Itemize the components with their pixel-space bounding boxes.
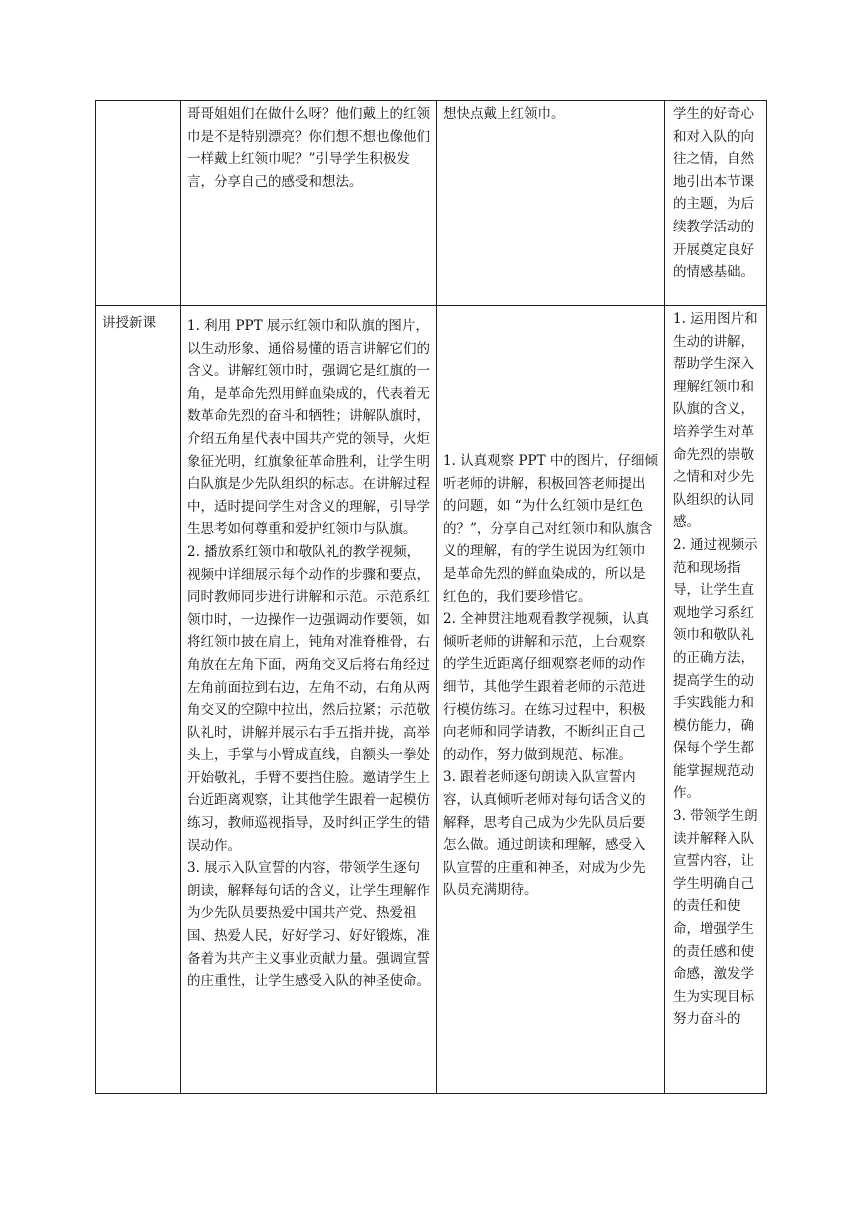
teacher-activity-cell <box>181 101 437 306</box>
teacher-activity-cell <box>181 306 437 1094</box>
stage-cell <box>96 306 181 1094</box>
lesson-plan-table <box>95 100 767 1094</box>
student-activity-cell <box>437 306 665 1094</box>
design-intent-cell <box>665 101 767 306</box>
student-activity-text: 1. 认真观察 PPT 中的图片，仔细倾听老师的讲解，积极回答老师提出的问题，如 “为什么红领巾是红色的？”，分享自己对红领巾和队旗含义的理解，有的学生说因为红领巾是革命先烈的鲜血染成的，所以是红色的，我们要珍惜它。 2. 全神贯注地观看教学视频，认真倾听老师的讲解和示范，上台观察的学生近距离仔细观察老师的动作细节，其他学生跟着老师的示范进行模仿练习。在练习过程中，积极向老师和同学请教，不断纠正自己的动作，努力做到规范、标准。 3. 跟着老师逐句朗读入队宣誓内容，认真倾听老师对每句话含义的解释，思考自己成为少先队员后要怎么做。通过朗读和理解，感受入队宣誓的庄重和神圣，对成为少先队员充满期待。 <box>443 453 658 899</box>
teacher-activity-text: 哥哥姐姐们在做什么呀？他们戴上的红领巾是不是特别漂亮？你们想不想也像他们一样戴上红领巾呢？”引导学生积极发言，分享自己的感受和想法。 <box>187 106 430 190</box>
student-activity-text: 想快点戴上红领巾。 <box>443 106 565 122</box>
design-intent-text: 1. 运用图片和生动的讲解，帮助学生深入理解红领巾和队旗的含义，培养学生对革命先烈的崇敬之情和对少先队组织的认同感。 2. 通过视频示范和现场指导，让学生直观地学习系红领巾和敬队礼的正确方法，提高学生的动手实践能力和模仿能力，确保每个学生都能掌握规范动作。 3. 带领学生朗读并解释入队宣誓内容，让学生明确自己的责任和使命，增强学生的责任感和使命感，激发学生为实现目标努力奋斗的 <box>673 311 758 1028</box>
design-intent-cell <box>665 306 767 1094</box>
student-activity-cell <box>437 101 665 306</box>
stage-cell <box>96 101 181 306</box>
table-row <box>96 306 767 1094</box>
stage-label <box>96 101 180 106</box>
table-row <box>96 101 767 306</box>
design-intent-text: 学生的好奇心和对入队的向往之情，自然地引出本节课的主题，为后续教学活动的开展奠定良好的情感基础。 <box>673 106 754 281</box>
stage-label: 讲授新课 <box>102 315 156 331</box>
teacher-activity-text: 1. 利用 PPT 展示红领巾和队旗的图片，以生动形象、通俗易懂的语言讲解它们的含义。讲解红领巾时，强调它是红旗的一角，是革命先烈用鲜血染成的，代表着无数革命先烈的奋斗和牺牲；讲解队旗时，介绍五角星代表中国共产党的领导，火炬象征光明，红旗象征革命胜利，让学生明白队旗是少先队组织的标志。在讲解过程中，适时提问学生对含义的理解，引导学生思考如何尊重和爱护红领巾与队旗。 2. 播放系红领巾和敬队礼的教学视频，视频中详细展示每个动作的步骤和要点，同时教师同步进行讲解和示范。示范系红领巾时，一边操作一边强调动作要领，如将红领巾披在肩上，钝角对准脊椎骨，右角放在左角下面，两角交叉后将右角经过左角前面拉到右边，左角不动，右角从两角交叉的空隙中拉出，然后拉紧；示范敬队礼时，讲解并展示右手五指并拢，高举头上，手掌与小臂成直线，自额头一拳处开始敬礼，手臂不要挡住脸。邀请学生上台近距离观察，让其他学生跟着一起模仿练习，教师巡视指导，及时纠正学生的错误动作。 3. 展示入队宣誓的内容，带领学生逐句朗读，解释每句话的含义，让学生理解作为少先队员要热爱中国共产党、热爱祖国、热爱人民，好好学习、好好锻炼，准备着为共产主义事业贡献力量。强调宣誓的庄重性，让学生感受入队的神圣使命。 <box>187 318 430 990</box>
